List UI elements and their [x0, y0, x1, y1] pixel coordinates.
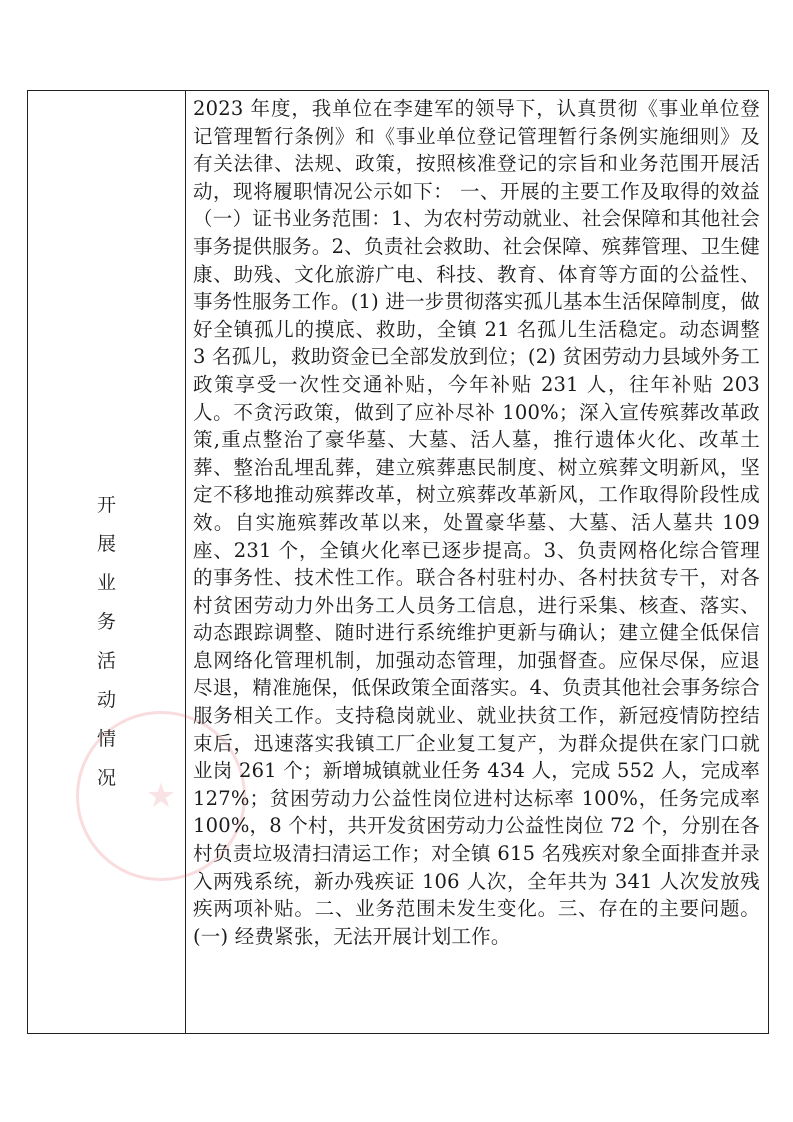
section-label-char: 况: [96, 767, 116, 789]
activity-report-text: 2023 年度，我单位在李建军的领导下，认真贯彻《事业单位登记管理暂行条例》和《事业单位登记管理暂行条例实施细则》及有关法律、法规、政策，按照核准登记的宗旨和业务范围开展活动，现将履职情况公示如下： 一、开展的主要工作及取得的效益 （一）证书业务范围：1、为农村劳动就业、社会保障和其他社会事务提供服务。2、负责社会救助、社会保障、殡葬管理、卫生健康、助残、文化旅游广电、科技、教育、体育等方面的公益性、事务性服务工作。(1) 进一步贯彻落实孤儿基本生活保障制度，做好全镇孤儿的摸底、救助，全镇 21 名孤儿生活稳定。动态调整 3 名孤儿，救助资金已全部发放到位；(2) 贫困劳动力县域外务工政策享受一次性交通补贴，今年补贴 231 人，往年补贴 203 人。不贪污政策，做到了应补尽补 100%；深入宣传殡葬改革政策,重点整治了豪华墓、大墓、活人墓，推行遗体火化、改革土葬、整治乱埋乱葬，建立殡葬惠民制度、树立殡葬文明新风，坚定不移地推动殡葬改革，树立殡葬改革新风，工作取得阶段性成效。自实施殡葬改革以来，处置豪华墓、大墓、活人墓共 109 座、231 个，全镇火化率已逐步提高。3、负责网格化综合管理的事务性、技术性工作。联合各村驻村办、各村扶贫专干，对各村贫困劳动力外出务工人员务工信息，进行采集、核查、落实、动态跟踪调整、随时进行系统维护更新与确认；建立健全低保信息网络化管理机制，加强动态管理，加强督查。应保尽保，应退尽退，精准施保，低保政策全面落实。4、负责其他社会事务综合服务相关工作。支持稳岗就业、就业扶贫工作，新冠疫情防控结束后，迅速落实我镇工厂企业复工复产，为群众提供在家门口就业岗 261 个；新增城镇就业任务 434 人，完成 552 人，完成率 127%；贫困劳动力公益性岗位进村达标率 100%，任务完成率 100%，8 个村，共开发贫困劳动力公益性岗位 72 个，分别在各村负责垃圾清扫清运工作；对全镇 615 名残疾对象全面排查并录入两残系统，新办残疾证 106 人次，全年共为 341 人次发放残疾两项补贴。二、业务范围未发生变化。三、存在的主要问题。(一) 经费紧张，无法开展计划工作。: [193, 97, 760, 948]
section-label-cell: [28, 91, 186, 1033]
seal-star-icon: ★: [145, 776, 177, 816]
section-label-char: 开: [96, 494, 116, 516]
section-label-char: 情: [96, 728, 116, 750]
section-label: [28, 493, 185, 805]
section-label-char: 业: [96, 572, 116, 594]
form-table: [27, 90, 769, 1034]
section-label-char: 动: [96, 689, 116, 711]
content-cell: [186, 91, 768, 1033]
section-label-char: 活: [96, 650, 116, 672]
section-label-char: 展: [96, 533, 116, 555]
section-label-char: 务: [96, 611, 116, 633]
